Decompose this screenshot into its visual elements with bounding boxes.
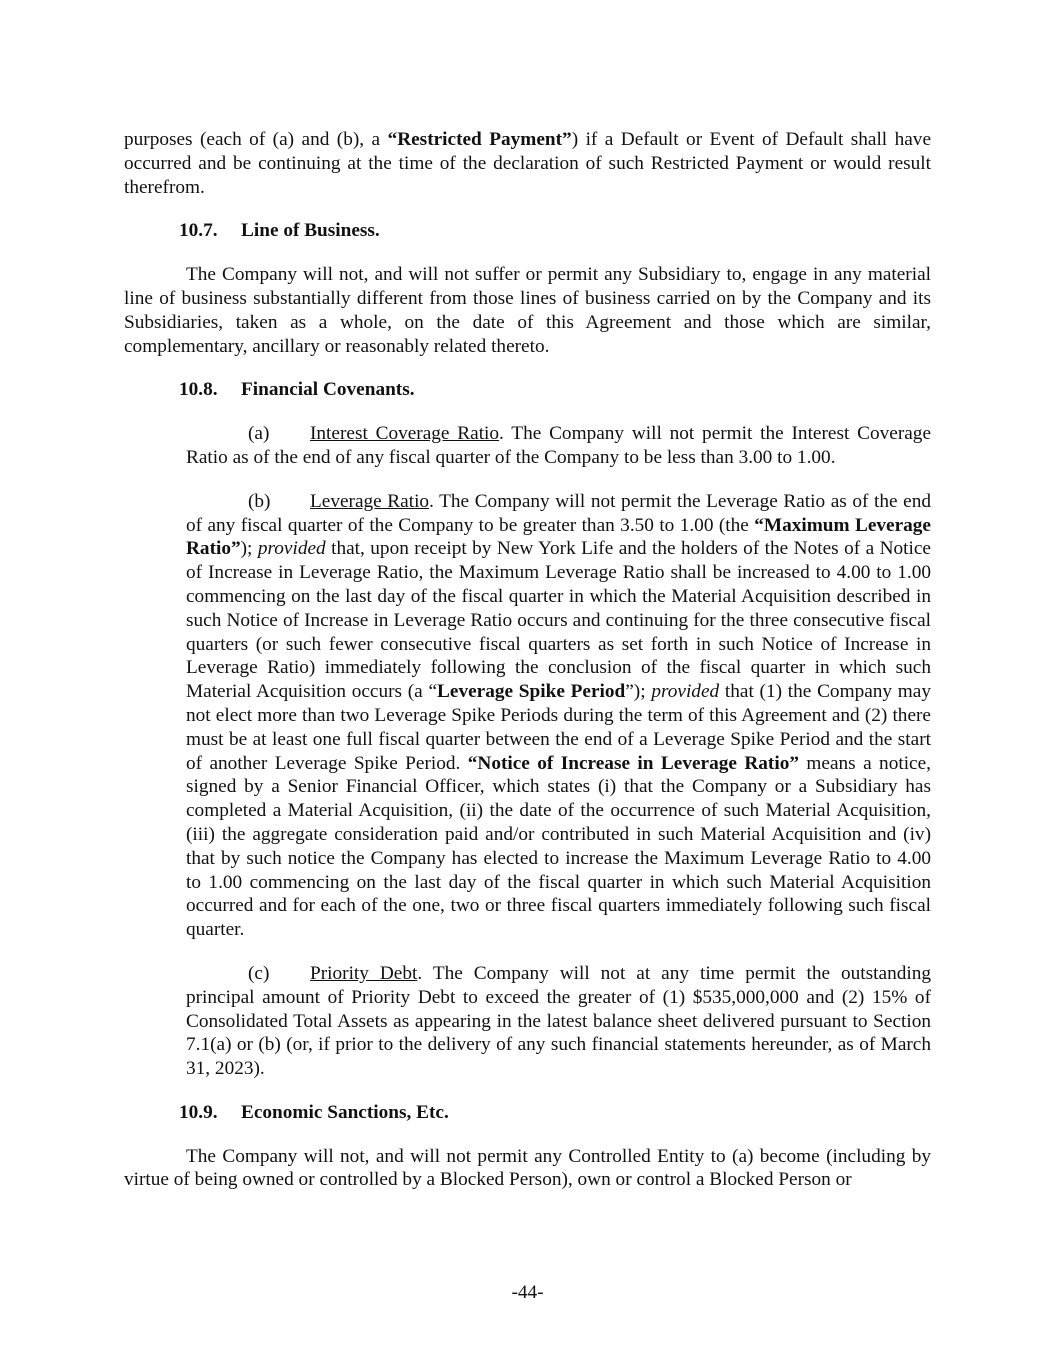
section-10-8-number: 10.8. bbox=[179, 379, 218, 401]
clause-c-paragraph bbox=[186, 962, 931, 1081]
clause-c-heading: Priority Debt bbox=[310, 962, 418, 984]
section-10-7-number: 10.7. bbox=[179, 220, 218, 242]
section-10-7-body: The Company will not, and will not suffer or permit any Subsidiary to, engage in any material line of business substantially different from those lines of business carried on by the Company and its Subsidiaries, taken as a whole, on the date of this Agreement and those which are similar, complementary, ancillary or reasonably related thereto. bbox=[124, 264, 931, 357]
intro-text-1: purposes (each of (a) and (b), a bbox=[124, 129, 388, 150]
clause-b-paragraph bbox=[186, 490, 931, 942]
clause-c-text: . The Company will not at any time permit the outstanding principal amount of Priority Debt to exceed the greater of (1) $535,000,000 and (2) 15% of Consolidated Total Assets as appearing in the latest balance sheet delivered pursuant to Section 7.1(a) or (b) (or, if prior to the delivery of any such financial statements hereunder, as of March 31, 2023). bbox=[186, 962, 932, 1080]
restricted-payment-term: “Restricted Payment” bbox=[387, 129, 572, 150]
clause-b-label: (b) bbox=[248, 490, 271, 512]
section-10-9-body: The Company will not, and will not permit any Controlled Entity to (a) become (including by virtue of being owned or controlled by a Blocked Person), own or control a Blocked Person or bbox=[124, 1145, 931, 1191]
section-10-9-number: 10.9. bbox=[179, 1101, 218, 1123]
document-page bbox=[124, 124, 931, 1192]
clause-a-text: . The Company will not permit the Interest Coverage Ratio as of the end of any fiscal quarter of the Company to be less than 3.00 to 1.00. bbox=[186, 423, 931, 468]
clause-b-text-1: . The Company will not permit the Leverage Ratio as of the end of any fiscal quarter of the Company to be greater than 3.50 to 1.00 (the bbox=[186, 490, 931, 536]
clause-b-text-2: ); bbox=[240, 538, 258, 560]
clause-c-label: (c) bbox=[248, 962, 270, 984]
section-10-8-title: Financial Covenants. bbox=[241, 379, 415, 401]
section-10-8-heading bbox=[124, 378, 931, 402]
section-10-7-heading bbox=[124, 219, 931, 243]
section-10-7-title: Line of Business. bbox=[241, 220, 380, 242]
clause-b-heading: Leverage Ratio bbox=[310, 490, 430, 512]
provided-italic-1: provided bbox=[257, 538, 326, 560]
leverage-spike-period-term: Leverage Spike Period bbox=[437, 681, 626, 703]
intro-text-2: ) if a Default or Event of Default shall have occurred and be continuing at the time of the declaration of such Restricted Payment or would result therefrom. bbox=[124, 129, 932, 198]
maximum-leverage-ratio-term: “Maximum Leverage Ratio” bbox=[186, 514, 931, 560]
intro-paragraph bbox=[124, 128, 931, 199]
clause-b-text-5: that (1) the Company may not elect more than two Leverage Spike Periods during the term of this Agreement and (2) there must be at least one full fiscal quarter between the end of a Leverage Spike Period and the start of another Leverage Spike Period. bbox=[186, 681, 931, 774]
clause-a-label: (a) bbox=[248, 423, 270, 445]
clause-b-text-3: that, upon receipt by New York Life and the holders of the Notes of a Notice of Increase in Leverage Ratio, the Maximum Leverage Ratio shall be increased to 4.00 to 1.00 commencing on the last day of the fiscal quarter in which the Material Acquisition described in such Notice of Increase in Leverage Ratio occurs and continuing for the three consecutive fiscal quarters (or such fewer consecutive fiscal quarters as set forth in such Notice of Increase in Leverage Ratio) immediately following the conclusion of the fiscal quarter in which such Material Acquisition occurs (a “ bbox=[186, 538, 931, 703]
notice-of-increase-term: “Notice of Increase in Leverage Ratio” bbox=[467, 752, 799, 774]
section-10-9-heading bbox=[124, 1101, 931, 1125]
clause-a-heading: Interest Coverage Ratio bbox=[310, 423, 500, 445]
page-number: -44- bbox=[511, 1282, 544, 1303]
provided-italic-2: provided bbox=[651, 681, 720, 703]
clause-a-paragraph bbox=[186, 422, 931, 470]
clause-b-text-4: ”); bbox=[625, 681, 652, 703]
section-10-9-title: Economic Sanctions, Etc. bbox=[241, 1101, 449, 1123]
clause-b-text-6: means a notice, signed by a Senior Financial Officer, which states (i) that the Company or a Subsidiary has completed a Material Acquisition, (ii) the date of the occurrence of such Material Acquisition, (iii) the aggregate consideration paid and/or contributed in such Material Acquisition and (iv) that by such notice the Company has elected to increase the Maximum Leverage Ratio to 4.00 to 1.00 commencing on the last day of the fiscal quarter in which such Material Acquisition occurred and for each of the one, two or three fiscal quarters immediately following such fiscal quarter. bbox=[186, 752, 931, 941]
